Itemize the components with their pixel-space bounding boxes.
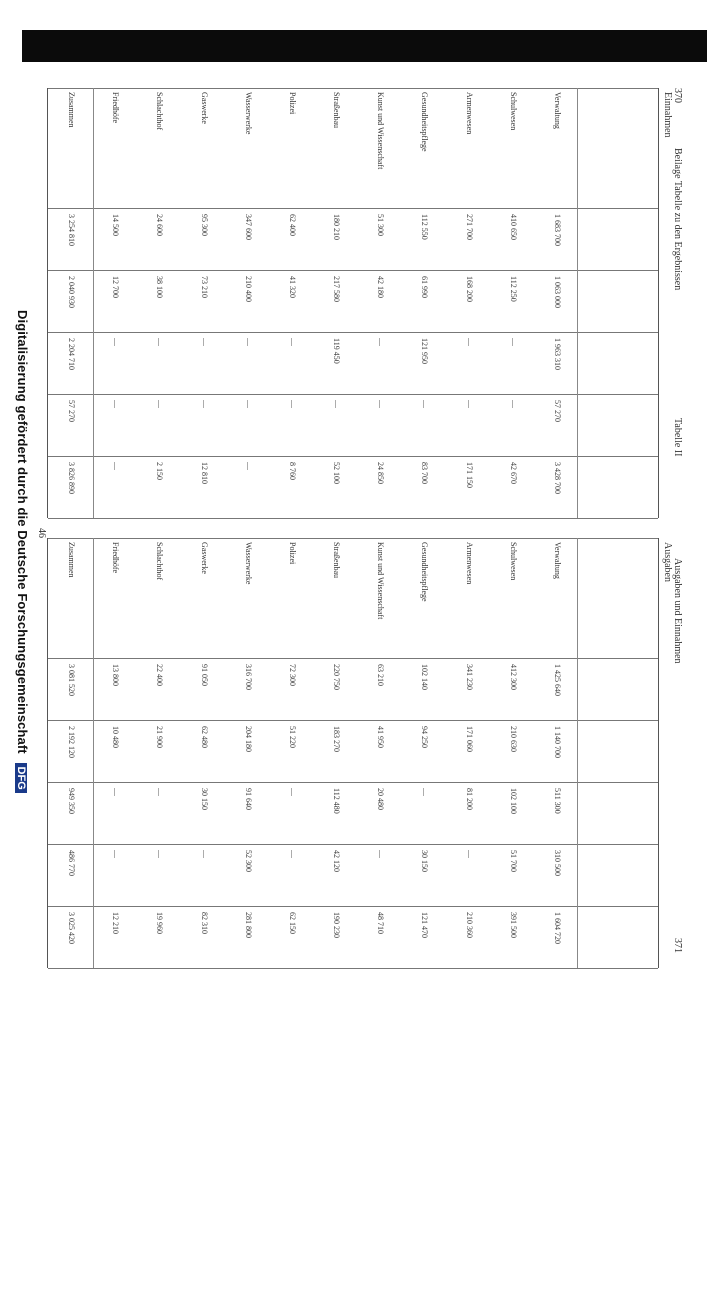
page-number-right: 371 (672, 938, 683, 953)
table-cell: 1 140 700 (552, 726, 562, 758)
table-grid (47, 88, 659, 518)
row-label: Zusammen (67, 92, 77, 128)
row-label: Friedhöfe (111, 542, 121, 574)
rotated-table-page (35, 88, 685, 968)
table-cell: 48 710 (376, 912, 386, 934)
table-cell: 72 300 (287, 664, 297, 686)
table-cell: 61 990 (420, 276, 430, 298)
table-cell: 180 210 (332, 214, 342, 240)
table-cell: 3 025 420 (67, 912, 77, 944)
table-cell: 412 300 (508, 664, 518, 690)
row-label: Straßenbau (332, 542, 342, 578)
table-cell: 41 320 (287, 276, 297, 298)
table-cell: — (287, 400, 297, 408)
table-cell: 42 180 (376, 276, 386, 298)
table-cell: — (155, 850, 165, 858)
income-table (49, 88, 673, 518)
table-cell: — (376, 400, 386, 408)
left-subheader: Tabelle II (672, 418, 683, 457)
column-rule (48, 394, 658, 395)
table-caption: Einnahmen (662, 92, 673, 138)
table-cell: — (508, 400, 518, 408)
column-rule (48, 538, 658, 539)
column-rule (48, 456, 658, 457)
scan-top-bar (22, 30, 707, 62)
table-cell: — (287, 338, 297, 346)
table-cell: 91 640 (243, 788, 253, 810)
total-rule (93, 538, 94, 968)
table-cell: 949 350 (67, 788, 77, 814)
row-label: Wasserwerke (243, 92, 253, 135)
table-cell: — (287, 850, 297, 858)
column-rule (48, 208, 658, 209)
table-cell: 10 480 (111, 726, 121, 748)
digitization-footer (10, 310, 30, 1290)
table-cell: 52 300 (243, 850, 253, 872)
table-cell: 63 210 (376, 664, 386, 686)
table-cell: 210 400 (243, 276, 253, 302)
table-cell: 51 220 (287, 726, 297, 748)
header-rule (577, 538, 578, 968)
table-cell: 271 700 (464, 214, 474, 240)
table-cell: — (508, 338, 518, 346)
table-cell: 1 604 720 (552, 912, 562, 944)
table-cell: 1 063 000 (552, 276, 562, 308)
page-number-bottom: 46 (36, 528, 47, 538)
table-cell: 112 480 (332, 788, 342, 814)
row-label: Schulwesen (508, 542, 518, 581)
row-label: Schulwesen (508, 92, 518, 131)
table-cell: 102 140 (420, 664, 430, 690)
table-cell: 83 700 (420, 462, 430, 484)
table-cell: 2 040 930 (67, 276, 77, 308)
table-cell: 3 826 890 (67, 462, 77, 494)
table-cell: 183 270 (332, 726, 342, 752)
row-label: Armenwesen (464, 92, 474, 135)
total-rule (93, 88, 94, 518)
table-cell: 190 230 (332, 912, 342, 938)
table-cell: 486 770 (67, 850, 77, 876)
table-cell: 210 630 (508, 726, 518, 752)
table-cell: 73 210 (199, 276, 209, 298)
table-cell: 21 900 (155, 726, 165, 748)
column-rule (48, 782, 658, 783)
row-label: Polizei (287, 542, 297, 565)
row-label: Kunst und Wissenschaft (376, 542, 386, 620)
table-cell: 310 500 (552, 850, 562, 876)
table-cell: 81 200 (464, 788, 474, 810)
table-cell: 30 150 (420, 850, 430, 872)
table-cell: 52 100 (332, 462, 342, 484)
table-cell: 316 700 (243, 664, 253, 690)
scanned-page (30, 68, 690, 988)
row-label: Kunst und Wissenschaft (376, 92, 386, 170)
table-cell: 12 700 (111, 276, 121, 298)
page-number-left-top: 370 (672, 88, 683, 103)
table-cell: — (464, 400, 474, 408)
table-cell: 30 150 (199, 788, 209, 810)
table-cell: 91 050 (199, 664, 209, 686)
table-cell: 112 250 (508, 276, 518, 302)
table-cell: 1 425 640 (552, 664, 562, 696)
table-cell: 1 683 700 (552, 214, 562, 246)
table-cell: 8 760 (287, 462, 297, 480)
column-rule (48, 332, 658, 333)
table-cell: 121 950 (420, 338, 430, 364)
table-cell: 3 428 700 (552, 462, 562, 494)
row-label: Straßenbau (332, 92, 342, 128)
table-cell: 2 150 (155, 462, 165, 480)
table-cell: 20 480 (376, 788, 386, 810)
column-rule (48, 968, 658, 969)
table-cell: — (464, 338, 474, 346)
table-cell: 217 580 (332, 276, 342, 302)
table-cell: 24 850 (376, 462, 386, 484)
column-rule (48, 518, 658, 519)
table-cell: 3 081 520 (67, 664, 77, 696)
column-rule (48, 270, 658, 271)
table-cell: 2 204 710 (67, 338, 77, 370)
table-cell: 220 750 (332, 664, 342, 690)
table-cell: — (332, 400, 342, 408)
table-cell: — (111, 462, 121, 470)
table-cell: — (376, 850, 386, 858)
table-cell: 210 360 (464, 912, 474, 938)
table-cell: 42 120 (332, 850, 342, 872)
table-cell: 121 470 (420, 912, 430, 938)
row-label: Schlachthof (155, 542, 165, 581)
table-cell: 112 550 (420, 214, 430, 240)
table-cell: — (243, 400, 253, 408)
table-cell: 12 810 (199, 462, 209, 484)
table-cell: 12 210 (111, 912, 121, 934)
table-caption: Ausgaben (662, 542, 673, 582)
table-cell: 119 450 (332, 338, 342, 364)
table-cell: 94 250 (420, 726, 430, 748)
column-rule (48, 658, 658, 659)
column-rule (48, 906, 658, 907)
row-label: Verwaltung (552, 542, 562, 579)
table-cell: 95 300 (199, 214, 209, 236)
row-label: Gesundheitspflege (420, 542, 430, 602)
dfg-logo: DFG (15, 763, 27, 793)
table-cell: 171 060 (464, 726, 474, 752)
table-cell: — (243, 338, 253, 346)
table-cell: 51 300 (376, 214, 386, 236)
table-cell: 102 100 (508, 788, 518, 814)
table-cell: 22 400 (155, 664, 165, 686)
table-cell: 410 650 (508, 214, 518, 240)
table-cell: 24 600 (155, 214, 165, 236)
expense-table (49, 538, 673, 968)
table-cell: 511 300 (552, 788, 562, 814)
table-cell: 204 180 (243, 726, 253, 752)
footer-text: Digitalisierung gefördert durch die Deutsche Forschungsgemeinschaft (15, 310, 30, 754)
row-label: Wasserwerke (243, 542, 253, 585)
table-cell: — (199, 400, 209, 408)
table-cell: 57 270 (67, 400, 77, 422)
table-cell: 347 600 (243, 214, 253, 240)
table-cell: 341 230 (464, 664, 474, 690)
table-cell: 38 100 (155, 276, 165, 298)
right-header: Ausgaben und Einnahmen (672, 558, 683, 664)
header-rule (577, 88, 578, 518)
table-cell: — (111, 338, 121, 346)
table-cell: 168 200 (464, 276, 474, 302)
table-cell: 1 963 310 (552, 338, 562, 370)
table-cell: — (199, 338, 209, 346)
table-cell: 3 254 810 (67, 214, 77, 246)
table-cell: 19 960 (155, 912, 165, 934)
column-rule (48, 88, 658, 89)
table-cell: — (287, 788, 297, 796)
table-cell: 13 800 (111, 664, 121, 686)
table-cell: — (111, 850, 121, 858)
table-cell: 42 670 (508, 462, 518, 484)
table-cell: — (155, 400, 165, 408)
row-label: Gaswerke (199, 542, 209, 574)
table-cell: — (111, 788, 121, 796)
row-label: Gesundheitspflege (420, 92, 430, 152)
table-cell: — (199, 850, 209, 858)
table-cell: — (243, 462, 253, 470)
row-label: Zusammen (67, 542, 77, 578)
table-grid (47, 538, 659, 968)
left-header: Beilage Tabelle zu den Ergebnissen (672, 148, 683, 291)
table-cell: — (420, 788, 430, 796)
table-cell: — (155, 338, 165, 346)
table-cell: 391 500 (508, 912, 518, 938)
row-label: Verwaltung (552, 92, 562, 129)
column-rule (48, 844, 658, 845)
table-cell: 51 700 (508, 850, 518, 872)
row-label: Armenwesen (464, 542, 474, 585)
table-cell: — (464, 850, 474, 858)
table-cell: 41 950 (376, 726, 386, 748)
row-label: Friedhöfe (111, 92, 121, 124)
row-label: Polizei (287, 92, 297, 115)
table-cell: — (376, 338, 386, 346)
table-cell: 2 192 120 (67, 726, 77, 758)
table-cell: 62 480 (199, 726, 209, 748)
row-label: Gaswerke (199, 92, 209, 124)
table-cell: — (420, 400, 430, 408)
page-header (665, 88, 683, 968)
table-cell: 281 800 (243, 912, 253, 938)
table-cell: 62 400 (287, 214, 297, 236)
column-rule (48, 720, 658, 721)
table-cell: 62 150 (287, 912, 297, 934)
table-cell: 171 150 (464, 462, 474, 488)
row-label: Schlachthof (155, 92, 165, 131)
table-cell: — (155, 788, 165, 796)
table-cell: — (111, 400, 121, 408)
table-cell: 57 270 (552, 400, 562, 422)
table-cell: 82 310 (199, 912, 209, 934)
table-cell: 14 500 (111, 214, 121, 236)
